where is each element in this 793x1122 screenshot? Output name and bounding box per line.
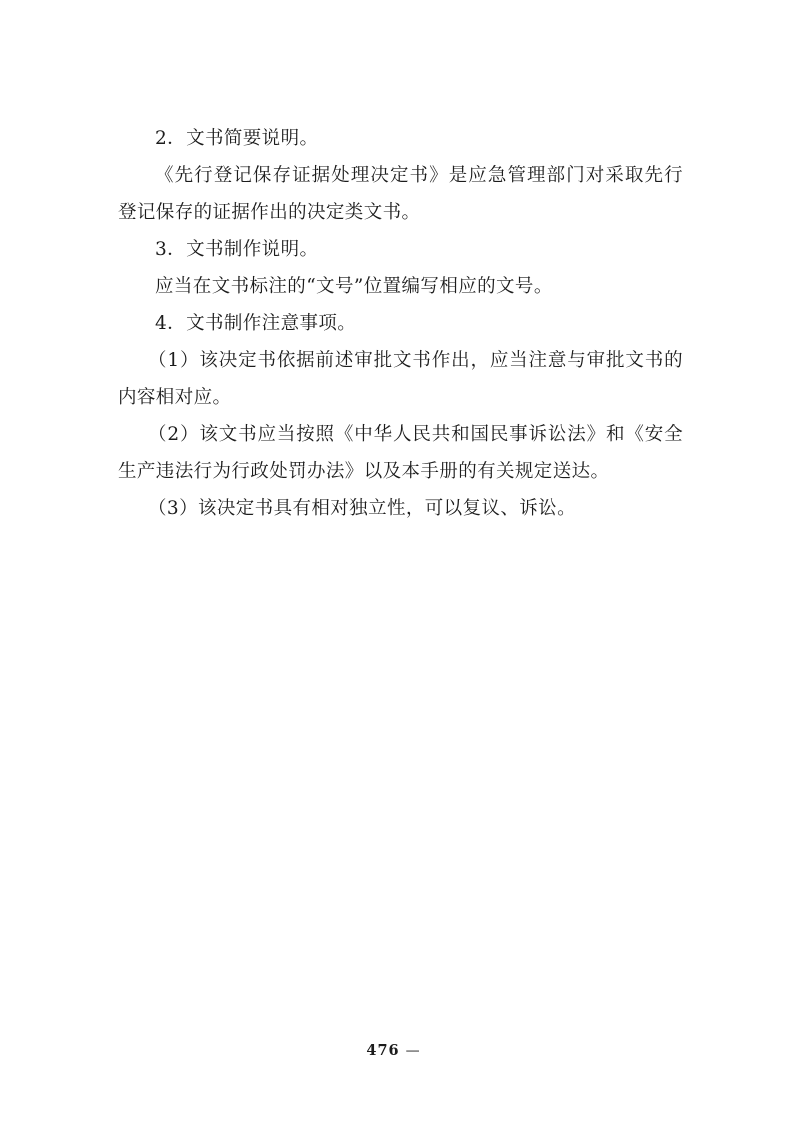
paragraph-item-4-heading: 4．文书制作注意事项。: [155, 313, 357, 334]
document-body: [118, 120, 683, 527]
paragraph-item-3-heading: 3．文书制作说明。: [155, 239, 319, 260]
paragraph-item-3-body: 应当在文书标注的“文号”位置编写相应的文号。: [155, 276, 553, 297]
paragraph-item-4-sub-1: （1）该决定书依据前述审批文书作出，应当注意与审批文书的内容相对应。: [118, 350, 683, 408]
paragraph-item-2-body: 《先行登记保存证据处理决定书》是应急管理部门对采取先行登记保存的证据作出的决定类文书。: [118, 165, 683, 223]
paragraph-item-4-sub-3: （3）该决定书具有相对独立性，可以复议、诉讼。: [148, 498, 576, 519]
paragraph-item-4-sub-2: （2）该文书应当按照《中华人民共和国民事诉讼法》和《安全生产违法行为行政处罚办法》以及本手册的有关规定送达。: [118, 424, 683, 482]
page-footer: [0, 1040, 793, 1059]
page-number: 476: [366, 1042, 400, 1059]
footer-dash: —: [405, 1043, 421, 1059]
paragraph-item-2-heading: 2．文书简要说明。: [155, 128, 319, 149]
footer-inner: [366, 1042, 426, 1059]
